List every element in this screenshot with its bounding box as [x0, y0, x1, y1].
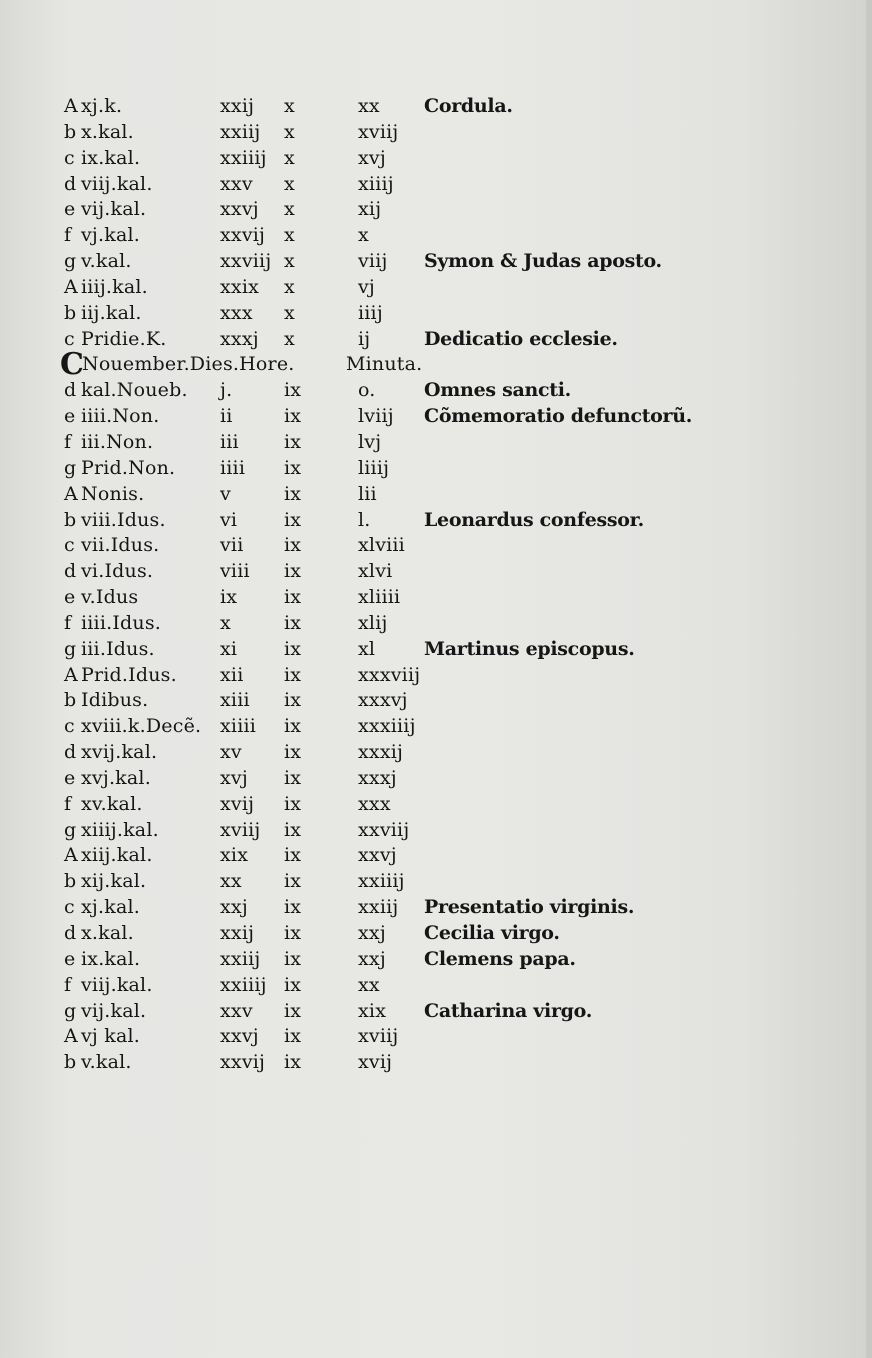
calendar-row	[60, 559, 740, 585]
dominical-letter: c	[64, 534, 75, 557]
minutes: xlij	[358, 611, 388, 634]
calendar-row	[60, 818, 740, 844]
calendar-row	[60, 197, 740, 223]
calendar-row	[60, 223, 740, 249]
calendar-row	[60, 456, 740, 482]
roman-date: Idibus.	[81, 689, 149, 712]
dominical-letter: f	[64, 224, 72, 247]
calendar-row	[60, 404, 740, 430]
roman-date: v.kal.	[81, 1051, 132, 1074]
dominical-letter: g	[64, 999, 77, 1022]
calendar-row	[60, 921, 740, 947]
minutes: xxxviij	[358, 663, 421, 686]
hours: x	[284, 198, 295, 221]
dominical-letter: A	[64, 482, 78, 505]
dominical-letter: b	[64, 689, 77, 712]
day-number: xxvij	[220, 1051, 266, 1074]
calendar-row	[60, 301, 740, 327]
minutes: xvj	[358, 146, 386, 169]
roman-date: xj.k.	[81, 95, 123, 117]
minutes: xviij	[358, 1025, 399, 1048]
day-number: xxvj	[220, 1025, 259, 1048]
dominical-letter: b	[64, 120, 77, 143]
day-number: xv	[220, 741, 242, 764]
roman-date: xiiij.kal.	[81, 818, 159, 841]
hours: ix	[284, 792, 302, 815]
minutes: lviij	[358, 405, 394, 428]
calendar-row	[60, 482, 740, 508]
hours: ix	[284, 844, 302, 867]
day-number: xii	[220, 663, 244, 686]
calendar-row	[60, 714, 740, 740]
calendar-row	[60, 120, 740, 146]
dominical-letter: f	[64, 430, 72, 453]
dominical-letter: A	[64, 663, 78, 686]
dominical-letter: g	[64, 637, 77, 660]
calendar-row	[60, 378, 740, 404]
day-number: xviij	[220, 818, 261, 841]
hours: ix	[284, 870, 302, 893]
day-number: xxiiij	[220, 146, 267, 169]
rubric-capital: C	[60, 347, 85, 383]
feast-name: Omnes sancti.	[424, 379, 571, 402]
month-header	[60, 347, 740, 383]
day-number: viii	[220, 560, 250, 583]
calendar-row	[60, 611, 740, 637]
roman-date: xvij.kal.	[81, 741, 158, 764]
minutes: xij	[358, 198, 382, 221]
roman-date: vj kal.	[81, 1025, 141, 1048]
roman-date: v.Idus	[81, 586, 139, 609]
day-number: xxij	[220, 95, 255, 117]
minutes: xxviij	[358, 818, 410, 841]
minutes: l.	[358, 508, 371, 531]
dominical-letter: e	[64, 766, 76, 789]
calendar-row	[60, 275, 740, 301]
dominical-letter: A	[64, 95, 78, 117]
calendar-row	[60, 869, 740, 895]
hours: ix	[284, 405, 302, 428]
minutes: ij	[358, 327, 371, 350]
minutes: xvij	[358, 1051, 393, 1074]
day-number: xxiiij	[220, 973, 267, 996]
minutes: xx	[358, 973, 380, 996]
dominical-letter: f	[64, 973, 72, 996]
day-number: xxx	[220, 301, 253, 324]
minutes: xxiij	[358, 896, 399, 919]
minutes: xlviii	[358, 534, 405, 557]
minutes: lvj	[358, 430, 382, 453]
dominical-letter: d	[64, 922, 77, 944]
day-number: xxix	[220, 275, 260, 298]
hours: x	[284, 146, 295, 169]
roman-date: vij.kal.	[81, 198, 147, 221]
calendar-row	[60, 172, 740, 198]
day-number: v	[220, 482, 231, 505]
calendar-table	[60, 94, 740, 1076]
roman-date: iiii.Idus.	[81, 611, 162, 634]
roman-date: iiij.kal.	[81, 275, 148, 298]
calendar-row	[60, 533, 740, 559]
minutes: xxj	[358, 922, 386, 944]
roman-date: ix.kal.	[81, 947, 141, 970]
minutes: xlvi	[358, 560, 393, 583]
calendar-row	[60, 999, 740, 1025]
hours: ix	[284, 1025, 302, 1048]
calendar-row	[60, 1050, 740, 1076]
october-rows	[60, 94, 740, 352]
calendar-row	[60, 585, 740, 611]
feast-name: Presentatio virginis.	[424, 896, 635, 919]
hours: ix	[284, 456, 302, 479]
dominical-letter: e	[64, 405, 76, 428]
day-number: ii	[220, 405, 233, 428]
day-number: xi	[220, 637, 238, 660]
roman-date: iii.Non.	[81, 430, 154, 453]
roman-date: Prid.Non.	[81, 456, 176, 479]
feast-name: Clemens papa.	[424, 947, 576, 970]
hours: ix	[284, 379, 302, 402]
roman-date: ix.kal.	[81, 146, 141, 169]
calendar-row	[60, 766, 740, 792]
minuta-header: Minuta.	[346, 353, 423, 376]
hours: ix	[284, 766, 302, 789]
november-rows	[60, 378, 740, 1076]
day-number: xxj	[220, 896, 248, 919]
roman-date: iii.Idus.	[81, 637, 155, 660]
minutes: iiij	[358, 301, 383, 324]
feast-name: Cordula.	[424, 95, 513, 117]
hours: ix	[284, 947, 302, 970]
day-number: xxvj	[220, 198, 259, 221]
dominical-letter: b	[64, 1051, 77, 1074]
roman-date: viii.Idus.	[81, 508, 166, 531]
minutes: xviij	[358, 120, 399, 143]
dominical-letter: c	[64, 327, 75, 350]
dominical-letter: e	[64, 586, 76, 609]
feast-name: Cecilia virgo.	[424, 922, 560, 944]
day-number: j.	[220, 379, 233, 402]
roman-date: iiii.Non.	[81, 405, 160, 428]
roman-date: viij.kal.	[81, 172, 153, 195]
roman-date: xiij.kal.	[81, 844, 153, 867]
roman-date: vii.Idus.	[81, 534, 160, 557]
month-header-text: Nouember.Dies.Hore.	[82, 353, 295, 376]
roman-date: Prid.Idus.	[81, 663, 177, 686]
day-number: xxiij	[220, 120, 261, 143]
hours: ix	[284, 715, 302, 738]
minutes: xxj	[358, 947, 386, 970]
calendar-row	[60, 1024, 740, 1050]
dominical-letter: f	[64, 792, 72, 815]
dominical-letter: g	[64, 818, 77, 841]
hours: ix	[284, 922, 302, 944]
day-number: xvj	[220, 766, 248, 789]
hours: x	[284, 301, 295, 324]
minutes: xxxvj	[358, 689, 408, 712]
minutes: xxiiij	[358, 870, 405, 893]
dominical-letter: b	[64, 301, 77, 324]
day-number: xxviij	[220, 250, 272, 273]
roman-date: vi.Idus.	[81, 560, 154, 583]
hours: ix	[284, 508, 302, 531]
dominical-letter: d	[64, 379, 77, 402]
dominical-letter: c	[64, 146, 75, 169]
roman-date: x.kal.	[81, 120, 134, 143]
hours: ix	[284, 818, 302, 841]
feast-name: Dedicatio ecclesie.	[424, 327, 618, 350]
hours: ix	[284, 663, 302, 686]
hours: ix	[284, 973, 302, 996]
roman-date: Pridie.K.	[81, 327, 167, 350]
day-number: xxv	[220, 999, 253, 1022]
hours: ix	[284, 689, 302, 712]
minutes: viij	[358, 250, 388, 273]
day-number: x	[220, 611, 231, 634]
hours: x	[284, 250, 295, 273]
hours: ix	[284, 1051, 302, 1074]
minutes: liiij	[358, 456, 390, 479]
dominical-letter: d	[64, 741, 77, 764]
roman-date: Nonis.	[81, 482, 145, 505]
day-number: xxv	[220, 172, 253, 195]
roman-date: xviii.k.Decẽ.	[81, 715, 202, 738]
roman-date: viij.kal.	[81, 973, 153, 996]
feast-name: Catharina virgo.	[424, 999, 593, 1022]
calendar-row	[60, 947, 740, 973]
roman-date: xj.kal.	[81, 896, 141, 919]
hours: ix	[284, 611, 302, 634]
minutes: xxxiiij	[358, 715, 416, 738]
feast-name: Leonardus confessor.	[424, 508, 644, 531]
dominical-letter: d	[64, 560, 77, 583]
roman-date: xvj.kal.	[81, 766, 151, 789]
calendar-row	[60, 430, 740, 456]
calendar-row	[60, 740, 740, 766]
calendar-row	[60, 327, 740, 353]
roman-date: xv.kal.	[81, 792, 143, 815]
dominical-letter: e	[64, 198, 76, 221]
roman-date: x.kal.	[81, 922, 134, 944]
dominical-letter: c	[64, 715, 75, 738]
day-number: xx	[220, 870, 242, 893]
hours: x	[284, 327, 295, 350]
roman-date: xij.kal.	[81, 870, 147, 893]
calendar-row	[60, 843, 740, 869]
calendar-row	[60, 637, 740, 663]
minutes: xxvj	[358, 844, 397, 867]
roman-date: vj.kal.	[81, 224, 141, 247]
hours: ix	[284, 534, 302, 557]
dominical-letter: f	[64, 611, 72, 634]
calendar-row	[60, 508, 740, 534]
roman-date: iij.kal.	[81, 301, 142, 324]
dominical-letter: b	[64, 508, 77, 531]
day-number: xvij	[220, 792, 255, 815]
calendar-row	[60, 146, 740, 172]
day-number: iiii	[220, 456, 246, 479]
hours: ix	[284, 560, 302, 583]
dominical-letter: g	[64, 250, 77, 273]
minutes: xxxj	[358, 766, 397, 789]
dominical-letter: b	[64, 870, 77, 893]
roman-date: kal.Noueb.	[81, 379, 188, 402]
hours: ix	[284, 999, 302, 1022]
feast-name: Cõmemoratio defunctorũ.	[424, 405, 693, 428]
calendar-row	[60, 94, 740, 120]
minutes: xl	[358, 637, 376, 660]
hours: ix	[284, 586, 302, 609]
calendar-row	[60, 973, 740, 999]
hours: ix	[284, 637, 302, 660]
day-number: ix	[220, 586, 238, 609]
hours: x	[284, 275, 295, 298]
hours: ix	[284, 896, 302, 919]
dominical-letter: e	[64, 947, 76, 970]
dominical-letter: A	[64, 275, 78, 298]
roman-date: vij.kal.	[81, 999, 147, 1022]
minutes: xxxij	[358, 741, 404, 764]
minutes: x	[358, 224, 369, 247]
minutes: xliiii	[358, 586, 401, 609]
calendar-row	[60, 688, 740, 714]
minutes: lii	[358, 482, 377, 505]
day-number: iii	[220, 430, 239, 453]
day-number: xxxj	[220, 327, 259, 350]
feast-name: Symon & Judas aposto.	[424, 250, 662, 273]
minutes: o.	[358, 379, 376, 402]
dominical-letter: g	[64, 456, 77, 479]
minutes: vj	[358, 275, 376, 298]
minutes: xx	[358, 95, 380, 117]
dominical-letter: A	[64, 1025, 78, 1048]
hours: x	[284, 224, 295, 247]
feast-name: Martinus episcopus.	[424, 637, 635, 660]
hours: x	[284, 120, 295, 143]
hours: x	[284, 172, 295, 195]
dominical-letter: A	[64, 844, 78, 867]
hours: ix	[284, 482, 302, 505]
calendar-row	[60, 792, 740, 818]
day-number: xxij	[220, 922, 255, 944]
dominical-letter: d	[64, 172, 77, 195]
day-number: vii	[220, 534, 244, 557]
minutes: xix	[358, 999, 387, 1022]
hours: x	[284, 95, 295, 117]
roman-date: v.kal.	[81, 250, 132, 273]
day-number: xxvij	[220, 224, 266, 247]
minutes: xxx	[358, 792, 391, 815]
calendar-row	[60, 663, 740, 689]
minutes: xiiij	[358, 172, 394, 195]
hours: ix	[284, 430, 302, 453]
calendar-row	[60, 895, 740, 921]
day-number: xxiij	[220, 947, 261, 970]
day-number: xix	[220, 844, 249, 867]
calendar-row	[60, 249, 740, 275]
day-number: vi	[220, 508, 238, 531]
dominical-letter: c	[64, 896, 75, 919]
day-number: xiiii	[220, 715, 257, 738]
day-number: xiii	[220, 689, 250, 712]
hours: ix	[284, 741, 302, 764]
